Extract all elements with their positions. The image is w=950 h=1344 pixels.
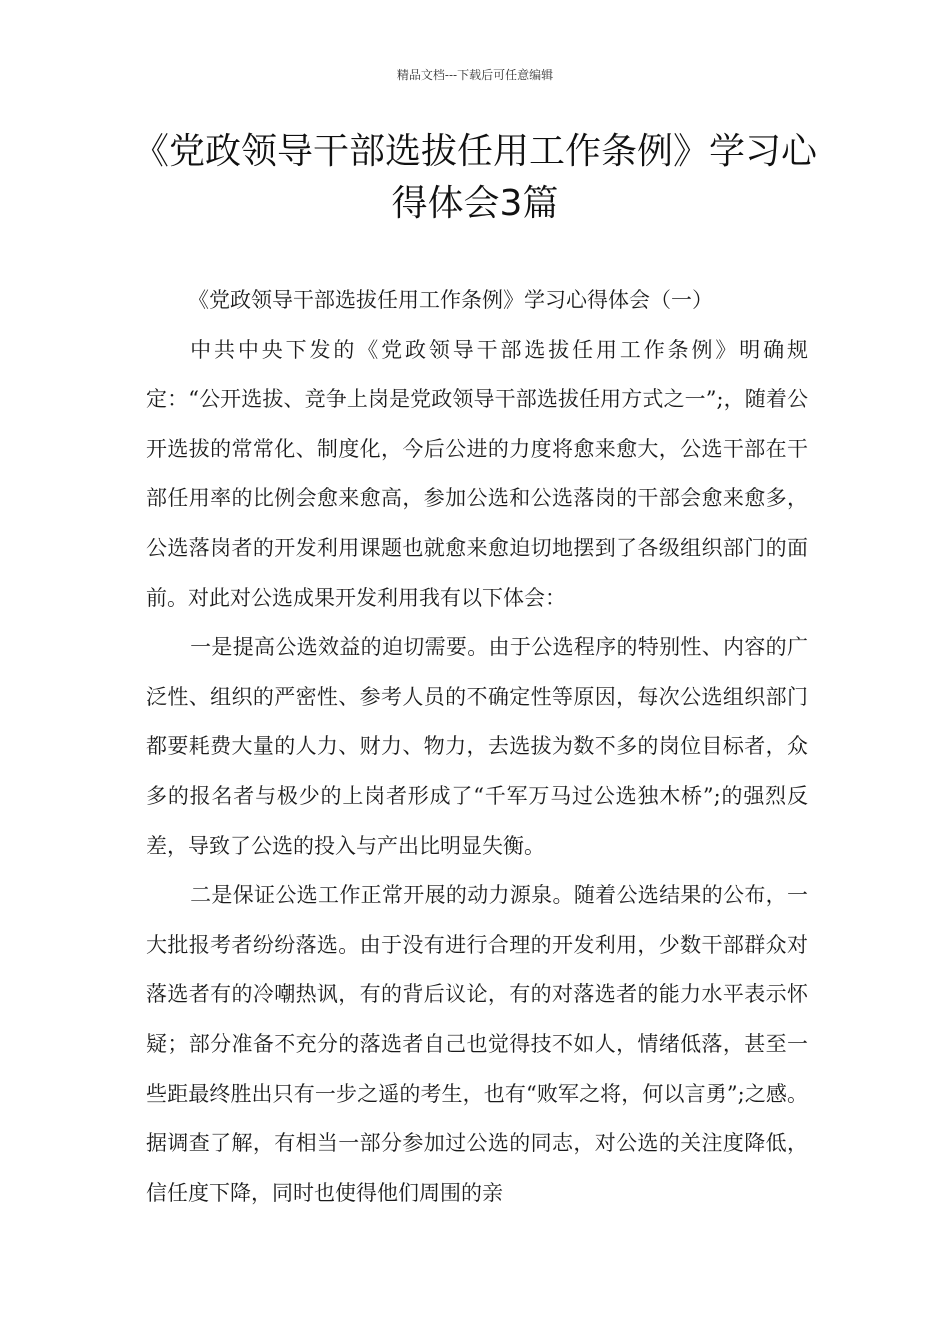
section-title: 《党政领导干部选拔任用工作条例》学习心得体会（一） [188,288,713,312]
document-title: 《党政领导干部选拔任用工作条例》学习心得体会3篇 [132,131,817,224]
paragraph-2: 一是提高公选效益的迫切需要。由于公选程序的特别性、内容的广泛性、组织的严密性、参考人员的不确定性等原因，每次公选组织部门都要耗费大量的人力、财力、物力，去选拔为数不多的岗位目标者，众多的报名者与极少的上岗者形成了“千军万马过公选独木桥”;的强烈反差，导致了公选的投入与产出比明显失衡。 [146,635,808,858]
paragraph-3: 二是保证公选工作正常开展的动力源泉。随着公选结果的公布，一大批报考者纷纷落选。由于没有进行合理的开发利用，少数干部群众对落选者有的冷嘲热讽，有的背后议论，有的对落选者的能力水平表示怀疑；部分准备不充分的落选者自己也觉得技不如人，情绪低落，甚至一些距最终胜出只有一步之遥的考生，也有“败军之将，何以言勇”;之感。据调查了解，有相当一部分参加过公选的同志，对公选的关注度降低，信任度下降，同时也使得他们周围的亲 [146,883,808,1205]
header-note: 精品文档---下载后可任意编辑 [396,68,554,82]
paragraph-1: 中共中央下发的《党政领导干部选拔任用工作条例》明确规定：“公开选拔、竞争上岗是党政领导干部选拔任用方式之一”;，随着公开选拔的常常化、制度化，今后公进的力度将愈来愈大，公选干部在干部任用率的比例会愈来愈高，参加公选和公选落岗的干部会愈来愈多，公选落岗者的开发利用课题也就愈来愈迫切地摆到了各级组织部门的面前。对此对公选成果开发利用我有以下体会： [146,337,808,610]
document-body [146,276,808,1218]
